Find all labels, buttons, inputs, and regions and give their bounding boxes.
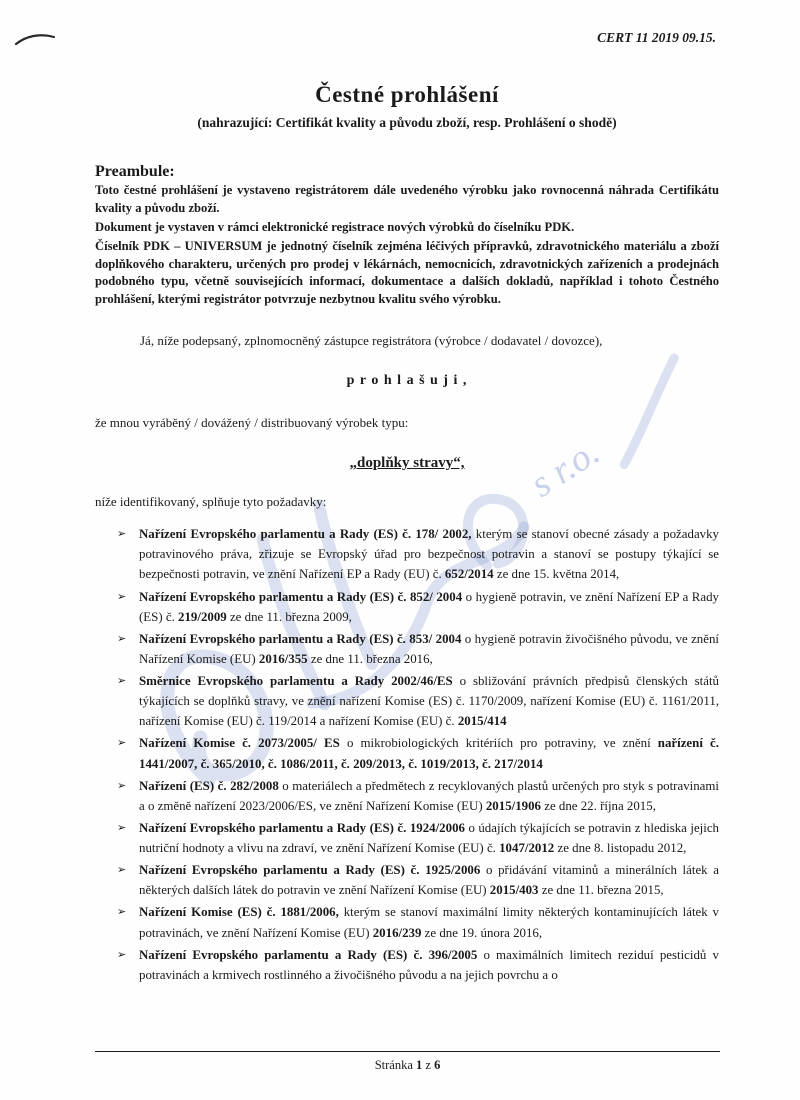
requirement-text: Nařízení Komise (ES) č. 1881/2006, kterým se stanoví maximální limity některých kontaminujících látek v potravinách, ve znění Nařízení Komise (EU) 2016/239 ze dne 19. února 2016, bbox=[139, 905, 719, 940]
requirement-item bbox=[117, 629, 719, 669]
arrow-bullet-icon: ➢ bbox=[117, 864, 127, 877]
arrow-bullet-icon: ➢ bbox=[117, 737, 127, 750]
preamble-paragraph: Dokument je vystaven v rámci elektronické registrace nových výrobků do číselníku PDK. bbox=[95, 219, 575, 234]
product-type-text: „doplňky stravy“, bbox=[349, 455, 465, 472]
arrow-bullet-icon: ➢ bbox=[117, 906, 127, 919]
arrow-bullet-icon: ➢ bbox=[117, 528, 127, 541]
preamble-heading: Preambule: bbox=[95, 163, 175, 180]
arrow-bullet-icon: ➢ bbox=[117, 779, 127, 792]
requirement-text: Nařízení Evropského parlamentu a Rady (ES) č. 396/2005 o maximálních limitech reziduí pesticidů v potravinách a krmivech rostlinného a živočišného původu a na jejich povrchu a o bbox=[139, 947, 719, 982]
arrow-bullet-icon: ➢ bbox=[117, 948, 127, 961]
requirement-text: Nařízení Evropského parlamentu a Rady (ES) č. 1925/2006 o přidávání vitaminů a minerálních látek a některých dalších látek do potravin ve znění Nařízení Komise (EU) 2015/403 ze dne 11. března 2015, bbox=[139, 863, 720, 898]
preamble-paragraph: Číselník PDK – UNIVERSUM je jednotný číselník zejména léčivých přípravků, zdravotnického materiálu a zboží doplňkového charakteru, určených pro prodej v lékárnách, nemocnicích, zdravotnických zařízeních a prodejnách podobného typu, včetně souvisejících informací, dokumentace a dalších dokladů, například i tohoto Čestného prohlášení, kterými registrátor potvrzuje nezbytnou kvalitu svého výrobku. bbox=[95, 238, 719, 307]
pen-mark-icon bbox=[16, 35, 54, 44]
preamble-paragraph: Toto čestné prohlášení je vystaveno registrátorem dále uvedeného výrobku jako rovnocenná náhrada Certifikátu kvality a původu zboží. bbox=[95, 183, 719, 215]
declaration-verb: p r o h l a š u j i , bbox=[346, 373, 468, 389]
requirement-text: Nařízení Evropského parlamentu a Rady (ES) č. 853/ 2004 o hygieně potravin živočišného původu, ve znění Nařízení Komise (EU) 2016/355 ze dne 11. března 2016, bbox=[139, 631, 719, 666]
requirement-item bbox=[117, 902, 719, 942]
footer-page-indicator: Stránka 1 z 6 bbox=[374, 1058, 441, 1072]
page-title: Čestné prohlášení bbox=[315, 82, 499, 107]
doc-code: CERT 11 2019 09.15. bbox=[597, 30, 716, 45]
footer-rule bbox=[95, 1051, 720, 1052]
product-type bbox=[95, 455, 719, 472]
requirement-item bbox=[117, 818, 719, 858]
arrow-bullet-icon: ➢ bbox=[117, 632, 127, 645]
watermark-fragment: s r.o. bbox=[523, 430, 608, 506]
document-body bbox=[95, 82, 719, 987]
requirement-item bbox=[117, 524, 719, 584]
requirements-intro: níže identifikovaný, splňuje tyto požadavky: bbox=[95, 494, 327, 510]
requirement-item bbox=[117, 733, 719, 773]
preamble bbox=[95, 182, 719, 309]
requirement-text: Nařízení Komise č. 2073/2005/ ES o mikrobiologických kritériích pro potraviny, ve znění nařízení č. 1441/2007, č. 365/2010, č. 1086/2011, č. 209/2013, č. 1019/2013, č. 217/2014 bbox=[139, 736, 719, 771]
requirement-text: Směrnice Evropského parlamentu a Rady 2002/46/ES o sbližování právních předpisů členských států týkajících se doplňků stravy, ve znění nařízení Komise (ES) č. 1170/2009, nařízení Komise (EU) č. 1161/2011, nařízení Komise (EU) č. 119/2014 a nařízení Komise (EU) č. 2015/414 bbox=[139, 674, 719, 729]
requirement-item bbox=[117, 587, 719, 627]
product-intro: že mnou vyráběný / dovážený / distribuovaný výrobek typu: bbox=[95, 415, 409, 431]
page-subtitle: (nahrazující: Certifikát kvality a původu zboží, resp. Prohlášení o shodě) bbox=[197, 115, 617, 130]
arrow-bullet-icon: ➢ bbox=[117, 821, 127, 834]
requirement-item bbox=[117, 776, 719, 816]
requirement-item bbox=[117, 671, 719, 731]
arrow-bullet-icon: ➢ bbox=[117, 590, 127, 603]
declaration-intro: Já, níže podepsaný, zplnomocněný zástupce registrátora (výrobce / dodavatel / dovozce), bbox=[140, 333, 603, 349]
requirement-item bbox=[117, 945, 719, 985]
arrow-bullet-icon: ➢ bbox=[117, 675, 127, 687]
requirements-list bbox=[95, 524, 719, 985]
requirement-item bbox=[117, 860, 719, 900]
requirement-text: Nařízení Evropského parlamentu a Rady (ES) č. 178/ 2002, kterým se stanoví obecné zásady a požadavky potravinového práva, zřizuje se Evropský úřad pro bezpečnost potravin a stanoví se postupy týkající se bezpečnosti potravin, ve znění Nařízení EP a Rady (EU) č. 652/2014 ze dne 15. května 2014, bbox=[139, 527, 719, 582]
requirement-text: Nařízení Evropského parlamentu a Rady (ES) č. 852/ 2004 o hygieně potravin, ve znění Nařízení EP a Rady (ES) č. 219/2009 ze dne 11. března 2009, bbox=[139, 589, 720, 624]
requirement-text: Nařízení (ES) č. 282/2008 o materiálech a předmětech z recyklovaných plastů určených pro styk s potravinami a o změně nařízení 2023/2006/ES, ve znění Nařízení Komise (EU) 2015/1906 ze dne 22. října 2015, bbox=[139, 778, 719, 813]
requirement-text: Nařízení Evropského parlamentu a Rady (ES) č. 1924/2006 o údajích týkajících se potravin z hlediska jejich nutriční hodnoty a vlivu na zdraví, ve znění Nařízení Komise (EU) č. 1047/2012 ze dne 8. listopadu 2012, bbox=[139, 820, 719, 855]
